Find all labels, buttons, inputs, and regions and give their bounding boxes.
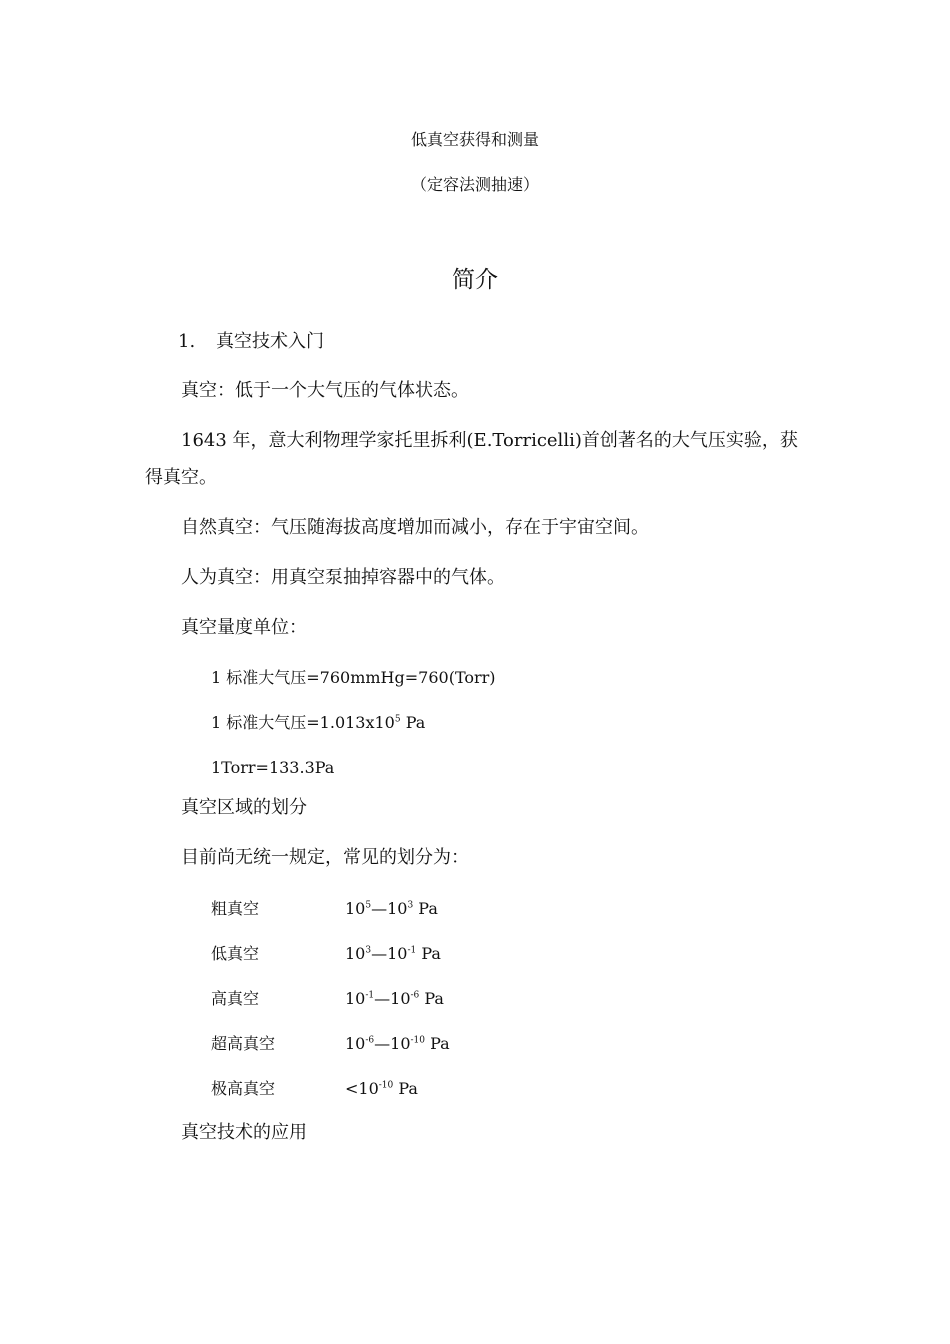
region-range: $10^5—10^3$ Pa [345, 899, 438, 918]
region-label: 超高真空 [211, 1034, 276, 1053]
applications-heading: 真空技术的应用 [181, 1122, 307, 1143]
region-range: $10^3—10^{-1}$ Pa [345, 944, 441, 963]
regions-intro: 目前尚无统一规定，常见的划分为： [181, 847, 469, 868]
region-range: $10^{-1}—10^{-6}$ Pa [345, 989, 444, 1008]
document-title: 低真空获得和测量 [410, 130, 539, 149]
paragraph-history-line2: 得真空。 [145, 467, 217, 488]
unit-line-torr: 1 标准大气压=760mmHg=760(Torr) [211, 668, 496, 687]
region-label: 低真空 [211, 944, 260, 963]
section-heading: 简介 [452, 267, 498, 293]
document-subtitle: （定容法测抽速） [410, 175, 539, 194]
paragraph-artificial-vacuum: 人为真空：用真空泵抽掉容器中的气体。 [181, 567, 505, 588]
paragraph-natural-vacuum: 自然真空：气压随海拔高度增加而减小，存在于宇宙空间。 [181, 517, 649, 538]
region-label: 高真空 [211, 989, 260, 1008]
paragraph-units-heading: 真空量度单位： [181, 617, 307, 638]
regions-heading: 真空区域的划分 [181, 797, 307, 818]
region-range: $10^{-6}—10^{-10}$ Pa [345, 1034, 450, 1053]
region-range: $<10^{-10}$ Pa [345, 1079, 418, 1098]
region-label: 极高真空 [211, 1079, 276, 1098]
section-title: 真空技术入门 [216, 331, 324, 352]
paragraph-vacuum-definition: 真空：低于一个大气压的气体状态。 [181, 380, 469, 401]
paragraph-history-line1: 1643 年，意大利物理学家托里拆利(E.Torricelli)首创著名的大气压实验，获 [181, 430, 798, 451]
unit-line-pascal: 1 标准大气压$=1.013x10^5$ Pa [211, 713, 426, 732]
region-label: 粗真空 [211, 899, 260, 918]
unit-line-torr-pascal: 1Torr=133.3Pa [211, 758, 335, 777]
section-number: 1. [178, 331, 196, 352]
